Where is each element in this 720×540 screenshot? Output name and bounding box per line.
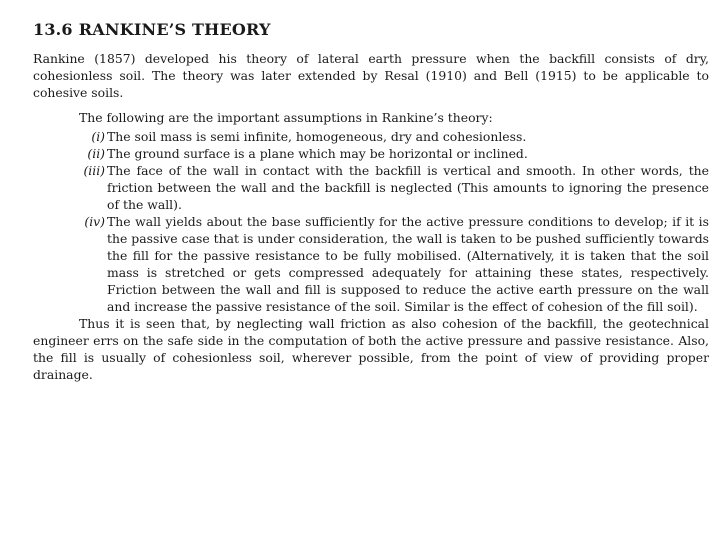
assumption-text: The ground surface is a plane which may be horizontal or inclined. — [107, 146, 528, 161]
assumption-marker: (iii) — [83, 163, 105, 178]
assumption-marker: (ii) — [87, 146, 105, 161]
assumption-marker: (i) — [91, 129, 105, 144]
assumption-item — [33, 213, 709, 315]
assumptions-lead-paragraph: The following are the important assumptions in Rankine’s theory: — [79, 110, 493, 125]
assumption-item — [33, 145, 709, 162]
section-title: RANKINE’S THEORY — [78, 20, 271, 39]
assumptions-list — [33, 128, 709, 315]
assumption-item — [33, 162, 709, 213]
assumption-item — [33, 128, 709, 145]
document-page — [33, 20, 709, 383]
section-number: 13.6 — [33, 20, 73, 39]
section-heading — [33, 20, 709, 39]
conclusion-paragraph: Thus it is seen that, by neglecting wall friction as also cohesion of the backfill, the geotechnical engineer errs on the safe side in the computation of both the active pressure and passive resistance. Also, the fill is usually of cohesionless soil, wherever possible, from the point of view of providing proper drainage. — [33, 316, 709, 382]
assumption-marker: (iv) — [84, 214, 105, 229]
assumption-text: The wall yields about the base sufficiently for the active pressure conditions to develop; if it is the passive case that is under consideration, the wall is taken to be pushed sufficiently towards the fill for the passive resistance to be fully mobilised. (Alternatively, it is taken that the soil mass is stretched or gets compressed adequately for attaining these states, respectively. Friction between the wall and fill is supposed to reduce the active earth pressure on the wall and increase the passive resistance of the soil. Similar is the effect of cohesion of the fill soil). — [107, 214, 709, 314]
assumption-text: The soil mass is semi infinite, homogeneous, dry and cohesionless. — [107, 129, 527, 144]
intro-paragraph: Rankine (1857) developed his theory of lateral earth pressure when the backfill consists of dry, cohesionless soil. The theory was later extended by Resal (1910) and Bell (1915) to be applicable to cohesive soils. — [33, 51, 709, 100]
assumption-text: The face of the wall in contact with the backfill is vertical and smooth. In other words, the friction between the wall and the backfill is neglected (This amounts to ignoring the presence of the wall). — [107, 163, 709, 212]
